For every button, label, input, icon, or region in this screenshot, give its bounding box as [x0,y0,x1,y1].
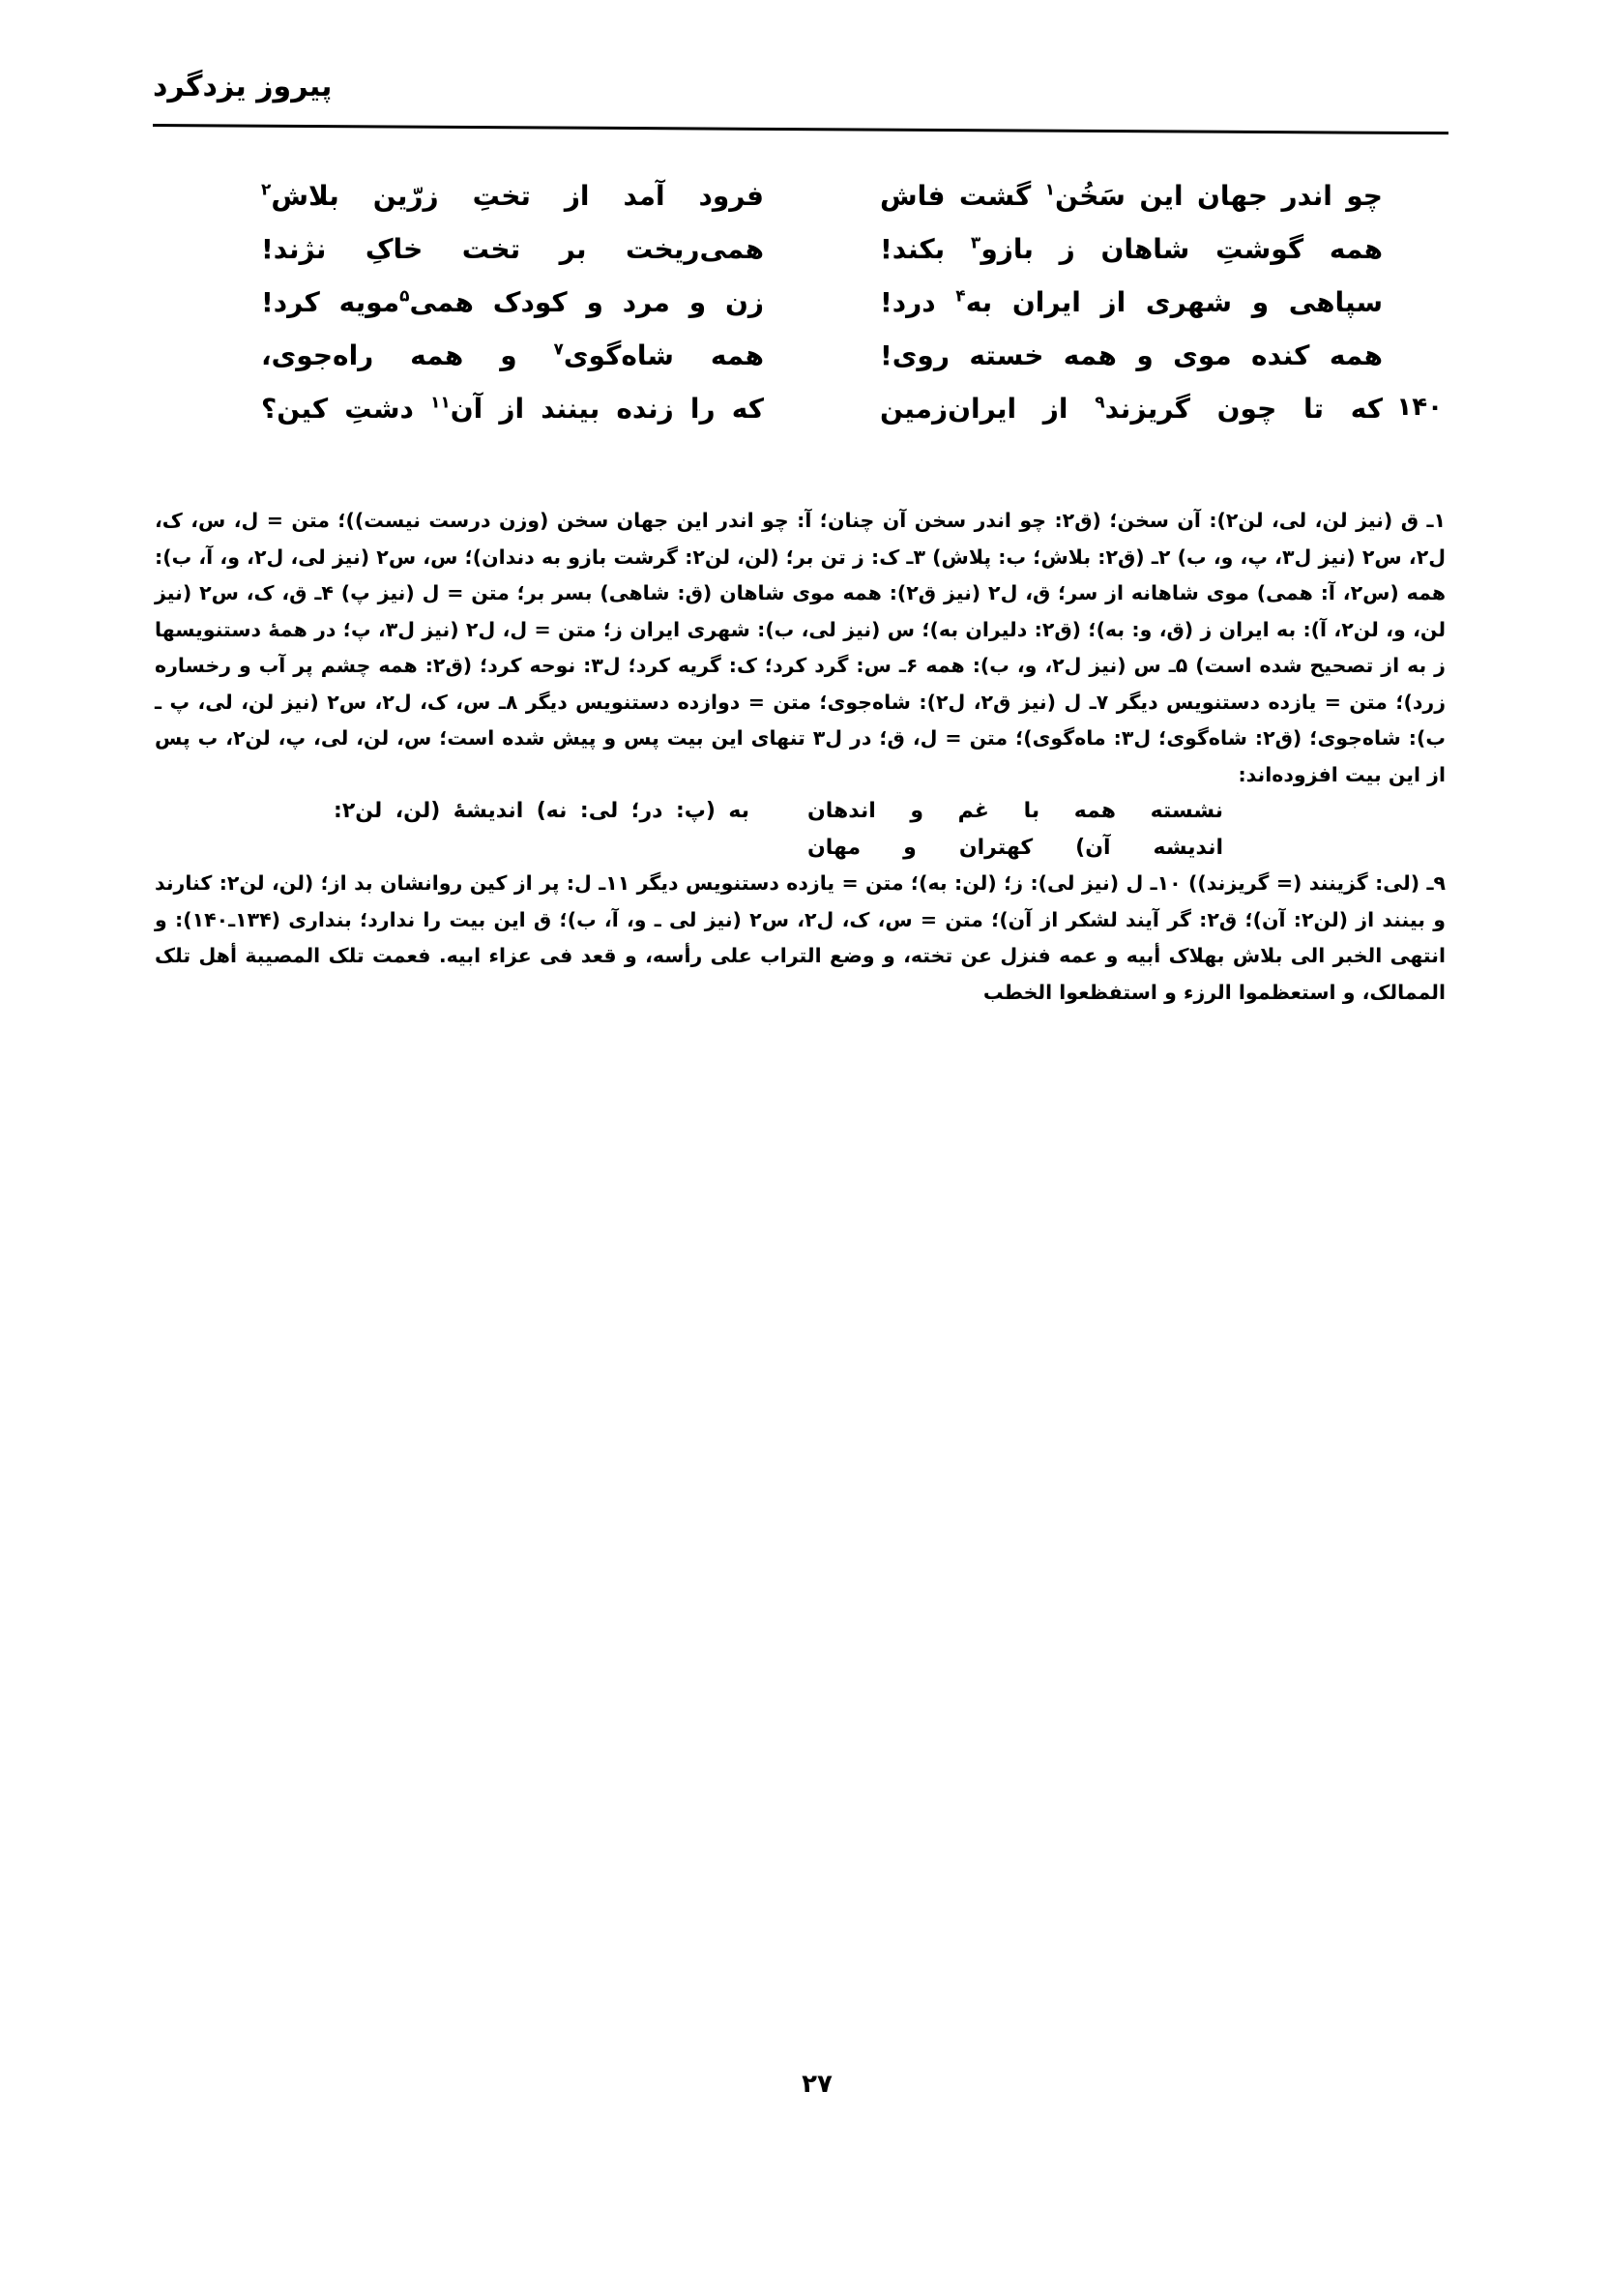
page-number: ۲۷ [802,2070,833,2099]
verse-block [261,169,1443,435]
verse-row [261,169,1383,222]
verse-row [261,382,1443,435]
hemistich-right: سپاهی و شهری از ایران به$^۴$ درد! [880,286,1383,318]
running-title: پیروز یزدگرد [153,70,333,103]
footnotes [155,503,1446,1011]
inserted-verse-line-1 [155,793,1446,830]
inserted-hemistich: اندیشه آن) کهتران و مهان [807,835,1223,860]
inserted-hemistich: به (پ: در؛ لی: نه) اندیشهٔ (لن، لن۲: [334,799,749,823]
verse-row [261,329,1383,382]
hemistich-left: فرود آمد از تختِ زرّین بلاش$^۲$ [261,180,764,212]
hemistich-left: زن و مرد و کودک همی$^۵$مویه کرد! [261,286,764,318]
footnote-paragraph-1: ۱ـ ق (نیز لن، لی، لن۲): آن سخن؛ (ق۲: چو اندر سخن آن چنان؛ آ: چو اندر این جهان سخن (وزن درست نیست))؛ متن = ل، س، ک، ل۲، س۲ (نیز ل۳، پ، و، ب) ۲ـ (ق۲: بلاش؛ ب: پلاش) ۳ـ ک: ز تن بر؛ (لن، لن۲: گرشت بازو به دندان)؛ س، س۲ (نیز لی، ل۲، و، آ، ب): همه (س۲، آ: همی) موی شاهانه از سر؛ ق، ل۲ (نیز ق۲): همه موی شاهان (ق: شاهی) بسر بر؛ متن = ل (نیز پ) ۴ـ ق، ک، س۲ (نیز لن، و، لن۲، آ): به ایران ز (ق، و: به)؛ (ق۲: دلیران به)؛ س (نیز لی، ب): شهری ایران ز؛ متن = ل، ل۲ (نیز ل۳، پ؛ در همهٔ دستنویسها ز به از تصحیح شده است) ۵ـ س (نیز ل۲، و، ب): همه ۶ـ س: گرد کرد؛ ک: گریه کرد؛ ل۳: نوحه کرد؛ (ق۲: همه چشم پر آب و رخساره زرد)؛ متن = یازده دستنویس دیگر ۷ـ ل (نیز ق۲، ل۲): شاه‌جوی؛ متن = دوازده دستنویس دیگر ۸ـ س، ک، ل۲، س۲ (نیز لن، لی، پ ـ ب): شاه‌جوی؛ (ق۲: شاه‌گوی؛ ل۳: ماه‌گوی)؛ متن = ل، ق؛ در ل۳ تنهای این بیت پس و پیش شده است؛ س، لن، لی، پ، لن۲، ب پس از این بیت افزوده‌اند: [155,509,1447,786]
verse-row [261,222,1383,276]
hemistich-right: چو اندر جهان این سَخُن$^۱$ گشت فاش [880,180,1383,212]
hemistich-left: که را زنده بینند از آن$^{۱۱}$ دشتِ کین؟ [261,393,764,425]
hemistich-right: ۱۴۰ که تا چون گریزند$^۹$ از ایران‌زمین [880,393,1443,425]
hemistich-left: همه شاه‌گوی$^۷$ و همه راه‌جوی، [261,339,764,371]
hemistich-right: همه کنده موی و همه خسته روی! [880,339,1383,371]
hemistich-left: همی‌ریخت بر تخت خاکِ نژند! [261,233,764,265]
verse-row [261,276,1383,329]
header-rule [153,124,1448,134]
footnote-paragraph-2: ۹ـ (لی: گزینند (= گریزند)) ۱۰ـ ل (نیز لی): ز؛ (لن: به)؛ متن = یازده دستنویس دیگر ۱۱ـ ل: پر از کین روانشان بد از؛ (لن، لن۲: کنارند و بینند از (لن۲: آن)؛ ق۲: گر آیند لشکر از آن)؛ متن = س، ک، ل۲، س۲ (نیز لی ـ و، آ، ب)؛ ق این بیت را ندارد؛ بنداری (۱۳۴ـ۱۴۰): و انتهی الخبر الی بلاش بهلاک أبیه و عمه فنزل عن تخته، و وضع التراب علی رأسه، و قعد فی عزاء ابیه. فعمت تلک المصیبة أهل تلک الممالک، و استعظموا الرزء و استفظعوا الخطب [155,871,1447,1004]
inserted-hemistich: نشسته همه با غم و اندهان [807,799,1223,823]
hemistich-right: همه گوشتِ شاهان ز بازو$^۳$ بکند! [880,233,1384,265]
inserted-verse-line-2 [155,830,1446,867]
verse-number: ۱۴۰ [1396,393,1443,422]
